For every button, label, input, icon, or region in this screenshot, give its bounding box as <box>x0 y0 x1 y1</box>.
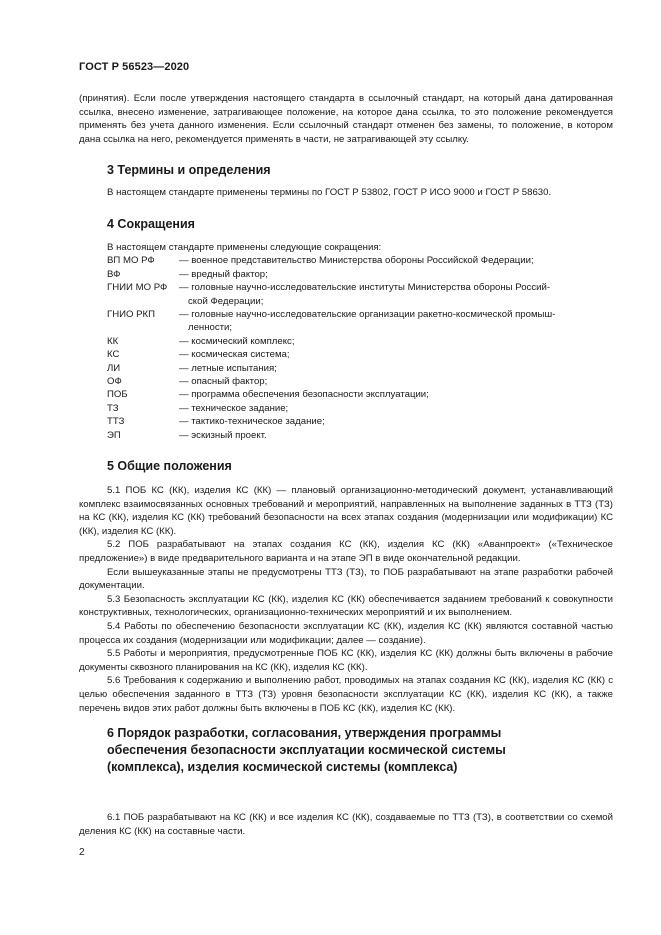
abbreviation-term: КК <box>107 335 119 347</box>
clause-5-2-note: Если вышеуказанные этапы не предусмотрены ТТЗ (ТЗ), то ПОБ разрабатывают на этапе разработки рабочей документации. <box>79 566 613 592</box>
abbreviation-definition: — вредный фактор; <box>179 268 268 280</box>
page-number: 2 <box>79 847 85 858</box>
abbreviation-row <box>107 348 617 361</box>
abbreviation-definition: — опасный фактор; <box>179 376 268 388</box>
abbreviation-row <box>107 308 617 335</box>
abbreviation-term: ТТЗ <box>107 416 125 428</box>
abbreviation-definition: — программа обеспечения безопасности эксплуатации; <box>179 389 429 401</box>
abbreviation-term: КС <box>107 349 120 361</box>
abbreviation-row <box>107 429 617 442</box>
abbreviation-term: ОФ <box>107 376 122 388</box>
intro-paragraph: (принятия). Если после утверждения настоящего стандарта в ссылочный стандарт, на который дана датированная ссылка, внесено изменение, затрагивающее положение, на которое дана ссылка, то это положение рекомендуется применять без учета данного изменения. Если ссылочный стандарт отменен без замены, то положение, в котором дана ссылка на него, рекомендуется применять в части, не затрагивающей эту ссылку. <box>79 93 613 145</box>
abbreviation-row <box>107 254 617 267</box>
abbreviation-row <box>107 362 617 375</box>
abbreviation-term: ПОБ <box>107 389 128 401</box>
abbreviation-row <box>107 402 617 415</box>
abbreviation-term: ЛИ <box>107 362 121 374</box>
abbreviations-intro: В настоящем стандарте применены следующие сокращения: <box>107 242 382 253</box>
clause-5-6: 5.6 Требования к содержанию и выполнению работ, проводимых на этапах создания КС (КК), изделия КС (КК) с целью обеспечения заданного в ТТЗ (ТЗ) уровня безопасности эксплуатации КС (КК), изделия КС (КК), а также перечень видов этих работ должны быть включены в ПОБ КС (КК), изделия КС (КК). <box>79 675 613 714</box>
abbreviation-row <box>107 268 617 281</box>
abbreviations-list <box>107 241 617 442</box>
section-6-heading-line: 6 Порядок разработки, согласования, утверждения программы <box>107 726 502 740</box>
abbreviation-definition-continuation: ской Федерации; <box>188 295 264 307</box>
clause-5-3: 5.3 Безопасность эксплуатации КС (КК), изделия КС (КК) обеспечивается заданием требований к совокупности конструктивных, технологических, организационно-технических мероприятий и их выполнением. <box>79 593 613 619</box>
abbreviation-definition: — тактико-техническое задание; <box>179 416 325 428</box>
section-6-heading-line: обеспечения безопасности эксплуатации космической системы <box>107 743 506 757</box>
section-5-body <box>79 484 613 715</box>
section-4-heading: 4 Сокращения <box>107 217 195 231</box>
section-3-text: В настоящем стандарте применены термины по ГОСТ Р 53802, ГОСТ Р ИСО 9000 и ГОСТ Р 58630. <box>107 187 552 198</box>
abbreviation-term: ЭП <box>107 429 121 441</box>
abbreviation-row <box>107 415 617 428</box>
abbreviation-term: ТЗ <box>107 402 119 414</box>
section-6-heading <box>107 725 617 776</box>
abbreviation-row <box>107 375 617 388</box>
clause-6-1: 6.1 ПОБ разрабатывают на КС (КК) и все изделия КС (КК), создаваемые по ТТЗ (ТЗ), в соответствии со схемой деления КС (КК) на составные части. <box>79 812 613 837</box>
abbreviation-definition: — техническое задание; <box>179 402 289 414</box>
abbreviation-definition: — космическая система; <box>179 349 290 361</box>
section-6-heading-line: (комплекса), изделия космической системы (комплекса) <box>107 760 458 774</box>
clause-5-2: 5.2 ПОБ разрабатывают на этапах создания КС (КК), изделия КС (КК) «Аванпроект» («Техническое предложение») в виде предварительного варианта и на этапе ЭП в виде окончательной редакции. <box>79 539 613 564</box>
abbreviation-row <box>107 281 617 308</box>
abbreviation-definition: — военное представительство Министерства обороны Российской Федерации; <box>179 255 534 267</box>
abbreviation-definition-line: — головные научно-исследовательские институты Министерства обороны Россий- <box>179 282 551 294</box>
document-header: ГОСТ Р 56523—2020 <box>79 61 190 73</box>
abbreviation-definition-line: — головные научно-исследовательские организации ракетно-космической промыш- <box>179 309 556 321</box>
abbreviation-definition <box>179 308 617 335</box>
abbreviation-row <box>107 388 617 401</box>
abbreviation-definition-continuation: ленности; <box>188 322 233 334</box>
section-5-heading: 5 Общие положения <box>107 459 232 473</box>
clause-5-5: 5.5 Работы и мероприятия, предусмотренные ПОБ КС (КК), изделия КС (КК) должны быть включены в рабочие документы сквозного планирования на КС (КК), изделия КС (КК). <box>79 648 613 673</box>
abbreviation-term: ГНИИ МО РФ <box>107 282 168 294</box>
abbreviation-definition: — летные испытания; <box>179 362 277 374</box>
section-3-heading: 3 Термины и определения <box>107 163 271 177</box>
clause-5-1: 5.1 ПОБ КС (КК), изделия КС (КК) — плановый организационно-методический документ, устанавливающий комплекс взаимосвязанных основных требований и мероприятий, направленных на выполнение заданных в ТТЗ (ТЗ) на КС (КК), изделия КС (КК) требований безопасности на всех этапах создания (модернизации или модификации) КС (КК), изделия КС (КК). <box>79 485 613 537</box>
abbreviation-definition <box>179 281 617 308</box>
clause-5-4: 5.4 Работы по обеспечению безопасности эксплуатации КС (КК), изделия КС (КК) являются составной частью процесса их создания (модернизации или модификации; далее — создание). <box>79 620 613 646</box>
abbreviation-term: ГНИО РКП <box>107 309 156 321</box>
abbreviation-term: ВФ <box>107 268 121 280</box>
abbreviation-definition: — эскизный проект. <box>179 429 267 441</box>
abbreviation-term: ВП МО РФ <box>107 255 155 267</box>
abbreviation-definition: — космический комплекс; <box>179 335 295 347</box>
abbreviation-row <box>107 335 617 348</box>
